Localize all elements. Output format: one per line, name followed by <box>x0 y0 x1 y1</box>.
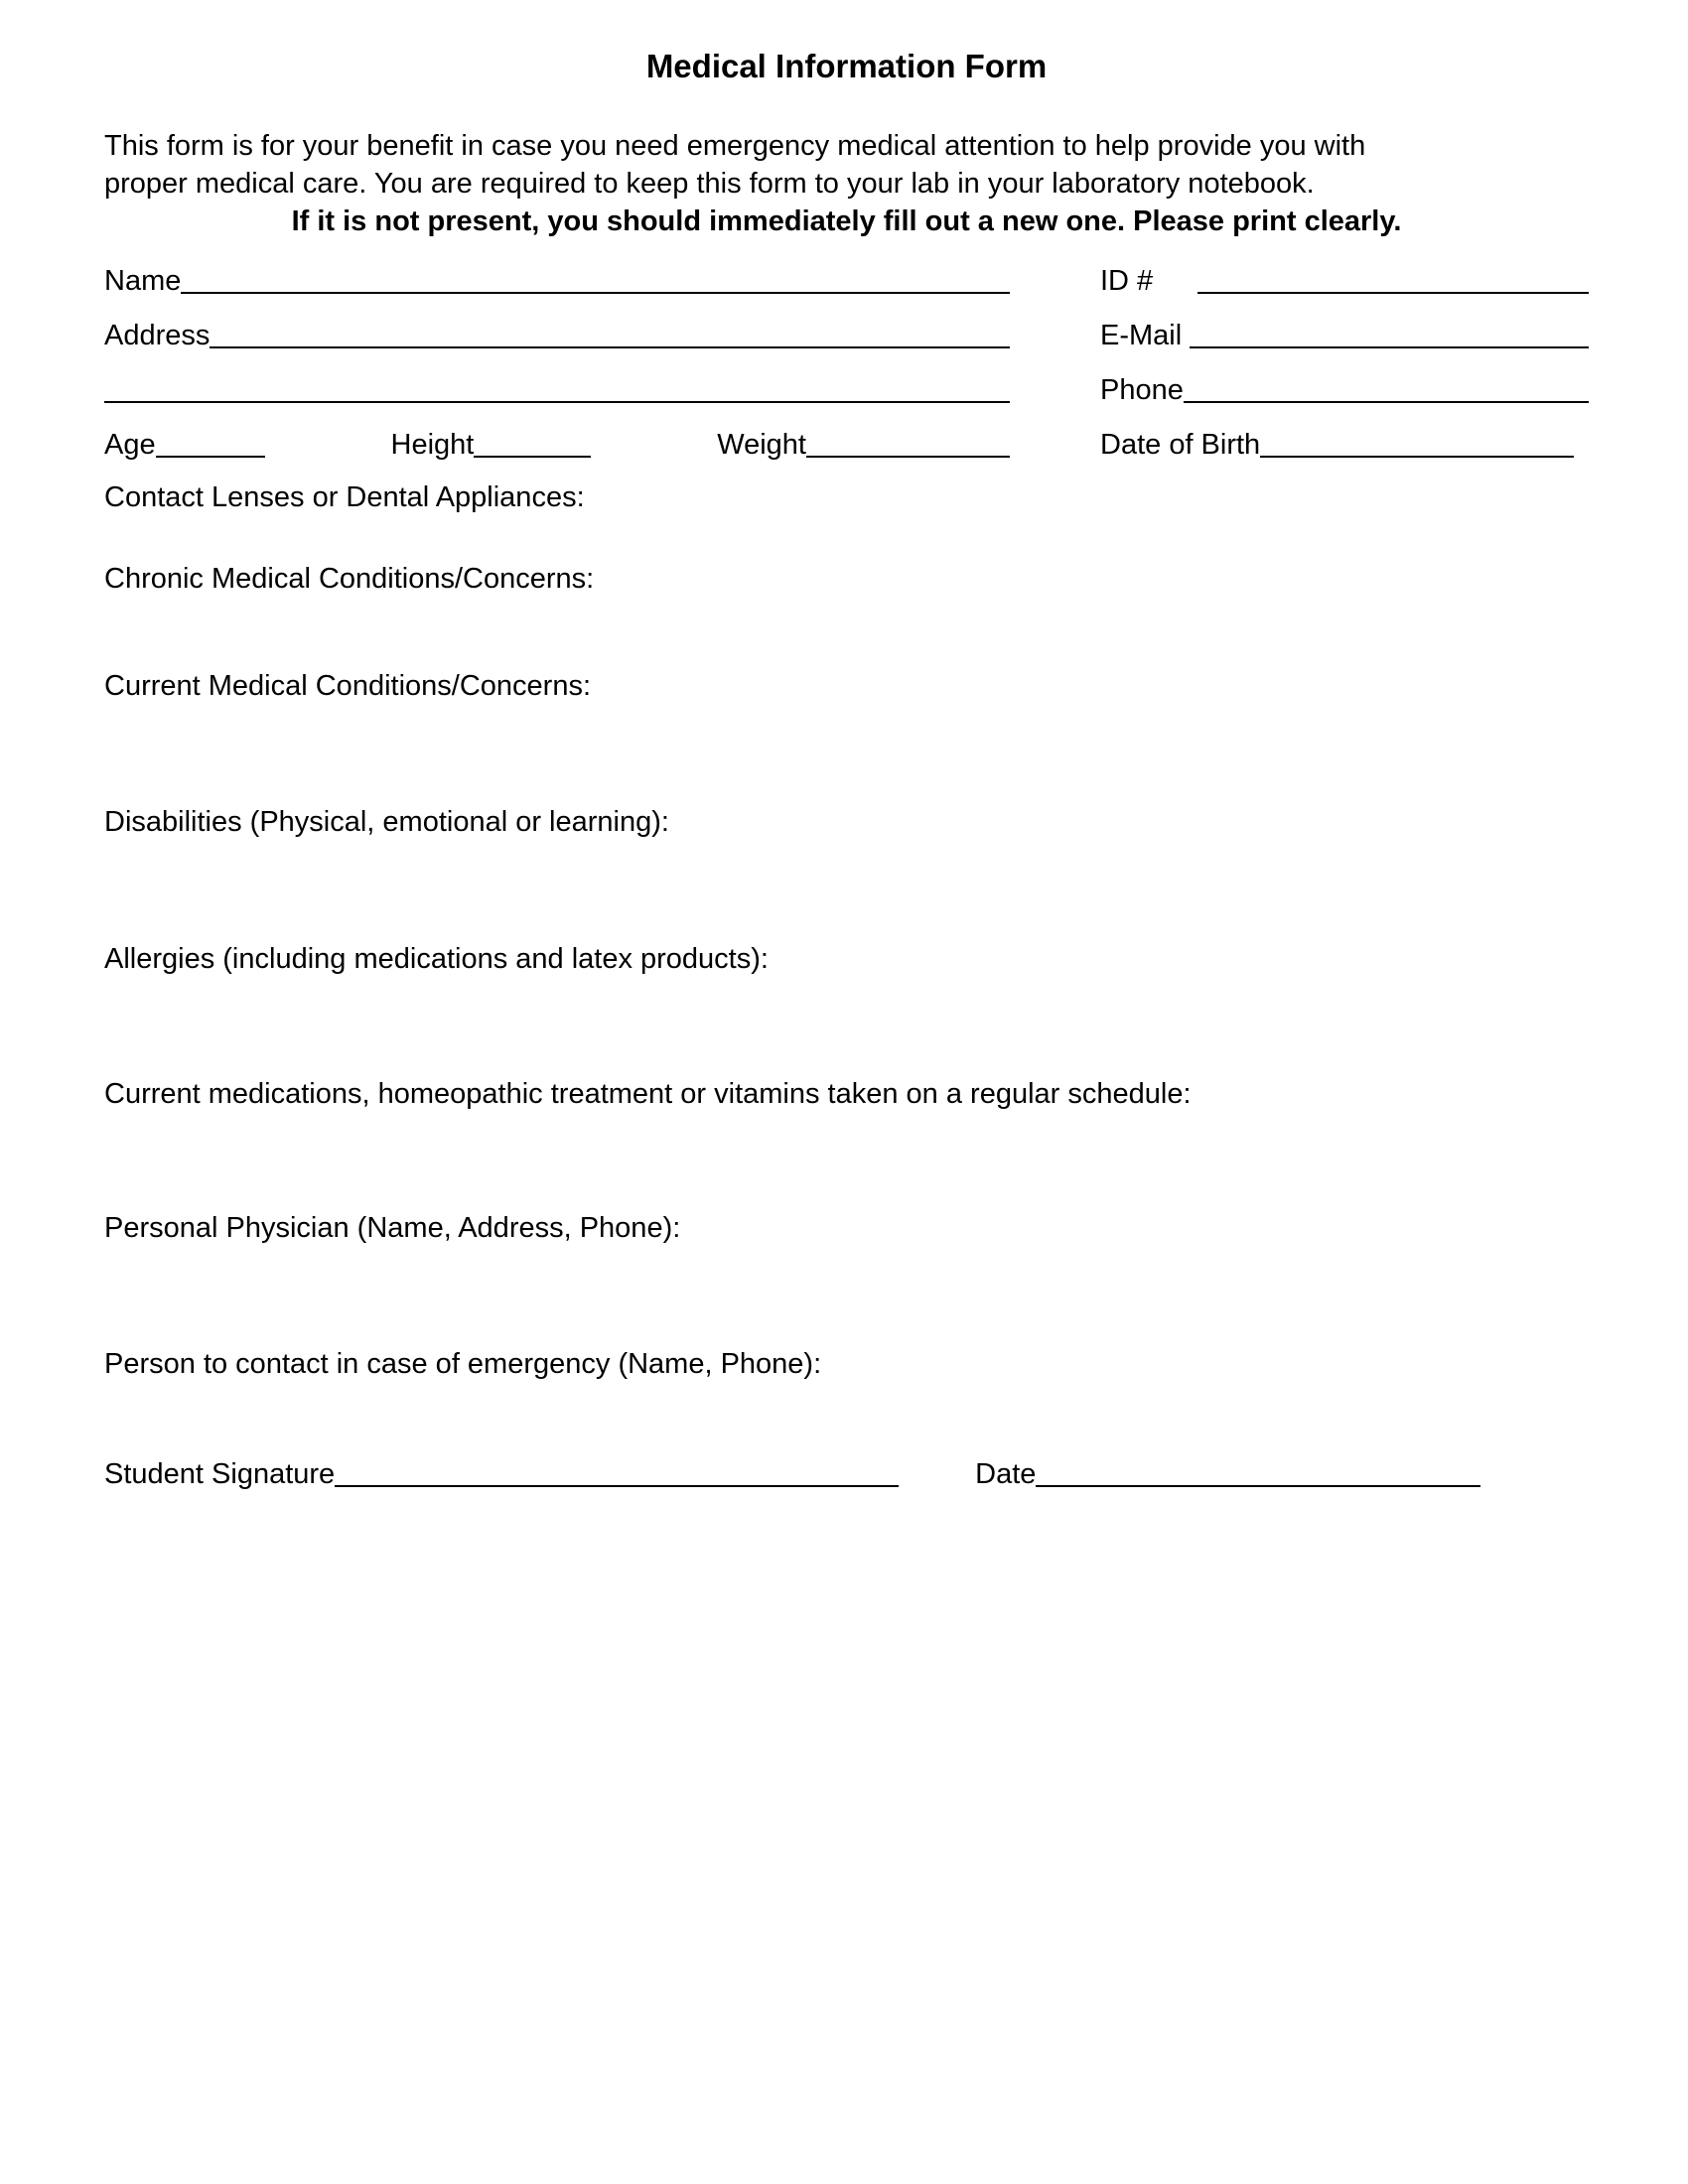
section-current-conditions: Current Medical Conditions/Concerns: <box>104 670 591 702</box>
section-allergies: Allergies (including medications and latex products): <box>104 943 769 975</box>
address-email-row <box>104 317 1589 354</box>
weight-line <box>806 455 1010 458</box>
address-label: Address <box>104 320 211 351</box>
height-label: Height <box>390 429 475 461</box>
address2-phone-row <box>104 371 1589 409</box>
age-height-weight-dob-row <box>104 426 1589 464</box>
height-line <box>474 455 591 458</box>
phone-line <box>1184 400 1589 403</box>
age-line <box>156 455 265 458</box>
address-line-2 <box>104 400 1010 403</box>
section-disabilities: Disabilities (Physical, emotional or learning): <box>104 806 669 838</box>
phone-label: Phone <box>1100 374 1184 406</box>
weight-label: Weight <box>717 429 806 461</box>
intro-paragraph <box>104 127 1589 240</box>
section-chronic-conditions: Chronic Medical Conditions/Concerns: <box>104 563 595 595</box>
form-title: Medical Information Form <box>645 48 1048 84</box>
age-label: Age <box>104 429 156 461</box>
student-signature-line <box>335 1484 899 1487</box>
date-of-birth-line <box>1260 455 1574 458</box>
id-number-label: ID # <box>1100 265 1154 297</box>
section-current-medications: Current medications, homeopathic treatment or vitamins taken on a regular schedule: <box>104 1078 1192 1110</box>
name-label: Name <box>104 265 182 297</box>
intro-line-2: proper medical care. You are required to keep this form to your lab in your laboratory notebook. <box>104 168 1315 200</box>
name-line <box>181 291 1010 294</box>
intro-line-1: This form is for your benefit in case you need emergency medical attention to help provide you with <box>104 130 1366 162</box>
intro-bold-instruction: If it is not present, you should immediately fill out a new one. Please print clearly. <box>291 205 1402 237</box>
address-line <box>210 345 1010 348</box>
email-line <box>1190 345 1589 348</box>
section-contact-lenses: Contact Lenses or Dental Appliances: <box>104 481 585 513</box>
email-label: E-Mail <box>1100 320 1183 351</box>
name-id-row <box>104 262 1589 300</box>
date-of-birth-label: Date of Birth <box>1100 429 1261 461</box>
id-number-line <box>1197 291 1589 294</box>
date-line <box>1036 1484 1480 1487</box>
section-emergency-contact: Person to contact in case of emergency (Name, Phone): <box>104 1348 822 1380</box>
signature-date-row <box>104 1455 1589 1493</box>
date-label: Date <box>975 1458 1037 1490</box>
student-signature-label: Student Signature <box>104 1458 336 1490</box>
section-personal-physician: Personal Physician (Name, Address, Phone): <box>104 1212 681 1244</box>
